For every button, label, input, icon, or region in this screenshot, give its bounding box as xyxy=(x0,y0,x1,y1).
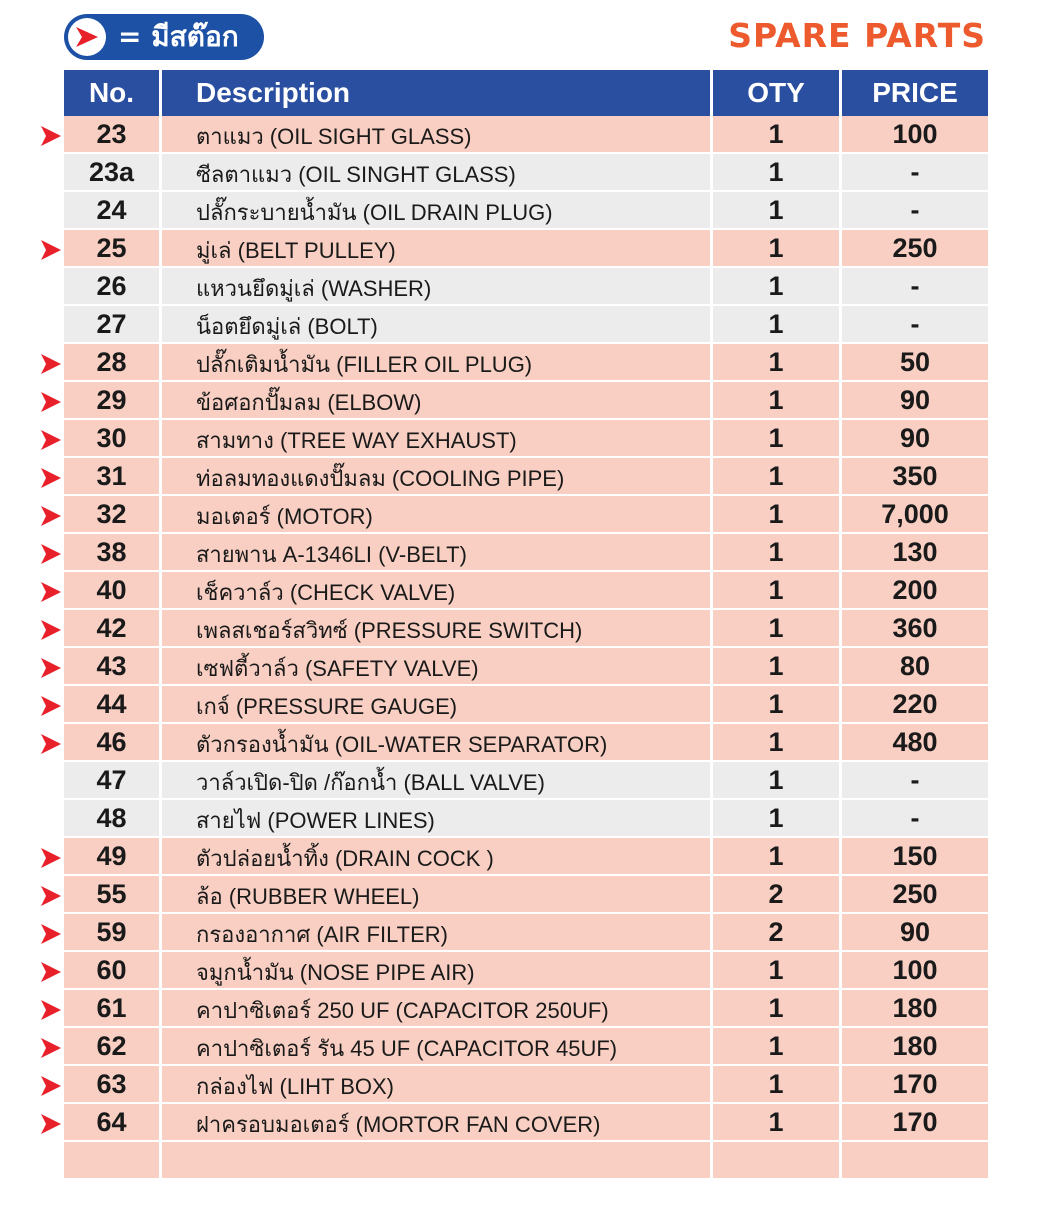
in-stock-arrow-icon xyxy=(40,923,62,945)
legend-label: = มีสต๊อก xyxy=(118,20,239,53)
table-row xyxy=(64,838,988,876)
table-row xyxy=(64,420,988,458)
cell-no: 60 xyxy=(64,952,159,990)
table-row xyxy=(64,876,988,914)
in-stock-arrow-icon xyxy=(40,657,62,679)
cell-price: 350 xyxy=(842,458,988,496)
table-row xyxy=(64,1066,988,1104)
in-stock-arrow-icon xyxy=(40,353,62,375)
cell-no: 48 xyxy=(64,800,159,838)
cell-qty: 1 xyxy=(713,800,839,838)
cell-price: - xyxy=(842,268,988,306)
cell-price: 150 xyxy=(842,838,988,876)
table-row-empty xyxy=(64,1142,988,1180)
page-title: SPARE PARTS xyxy=(728,16,986,55)
cell-no: 30 xyxy=(64,420,159,458)
red-arrow-icon xyxy=(68,18,106,56)
table-row xyxy=(64,268,988,306)
table-row xyxy=(64,116,988,154)
cell-price: 90 xyxy=(842,914,988,952)
in-stock-arrow-icon xyxy=(40,429,62,451)
cell-qty: 1 xyxy=(713,1066,839,1104)
cell-qty: 1 xyxy=(713,154,839,192)
in-stock-arrow-icon xyxy=(40,581,62,603)
cell-price: 170 xyxy=(842,1104,988,1142)
cell-qty: 1 xyxy=(713,648,839,686)
cell-qty: 1 xyxy=(713,572,839,610)
cell-price: 80 xyxy=(842,648,988,686)
cell-description: ล้อ (RUBBER WHEEL) xyxy=(162,876,710,914)
cell-price: 130 xyxy=(842,534,988,572)
cell-description: สายพาน A-1346LI (V-BELT) xyxy=(162,534,710,572)
cell-qty: 1 xyxy=(713,952,839,990)
cell-price: 360 xyxy=(842,610,988,648)
cell-description: แหวนยึดมู่เล่ (WASHER) xyxy=(162,268,710,306)
cell-no: 23 xyxy=(64,116,159,154)
cell-no: 24 xyxy=(64,192,159,230)
table-row xyxy=(64,686,988,724)
table-row xyxy=(64,382,988,420)
table-row xyxy=(64,1028,988,1066)
in-stock-arrow-icon xyxy=(40,467,62,489)
table-row xyxy=(64,914,988,952)
cell-qty: 1 xyxy=(713,534,839,572)
cell-qty: 1 xyxy=(713,420,839,458)
cell-description: กรองอากาศ (AIR FILTER) xyxy=(162,914,710,952)
cell-no: 27 xyxy=(64,306,159,344)
cell-no: 26 xyxy=(64,268,159,306)
cell-price: 480 xyxy=(842,724,988,762)
table-row xyxy=(64,572,988,610)
cell-description: จมูกน้ำมัน (NOSE PIPE AIR) xyxy=(162,952,710,990)
in-stock-arrow-icon xyxy=(40,619,62,641)
cell-description: กล่องไฟ (LIHT BOX) xyxy=(162,1066,710,1104)
cell-qty: 1 xyxy=(713,1028,839,1066)
cell-description: ตัวปล่อยน้ำทิ้ง (DRAIN COCK ) xyxy=(162,838,710,876)
empty-cell xyxy=(162,1142,710,1180)
table-row xyxy=(64,610,988,648)
cell-price: - xyxy=(842,154,988,192)
in-stock-arrow-icon xyxy=(40,1037,62,1059)
cell-description: เช็ควาล์ว (CHECK VALVE) xyxy=(162,572,710,610)
in-stock-arrow-icon xyxy=(40,125,62,147)
cell-no: 59 xyxy=(64,914,159,952)
cell-no: 28 xyxy=(64,344,159,382)
cell-price: 90 xyxy=(842,382,988,420)
in-stock-arrow-icon xyxy=(40,391,62,413)
cell-qty: 1 xyxy=(713,1104,839,1142)
cell-qty: 1 xyxy=(713,192,839,230)
cell-description: ข้อศอกปั๊มลม (ELBOW) xyxy=(162,382,710,420)
cell-description: สามทาง (TREE WAY EXHAUST) xyxy=(162,420,710,458)
table-row xyxy=(64,724,988,762)
cell-price: 90 xyxy=(842,420,988,458)
table-row xyxy=(64,496,988,534)
table-header xyxy=(64,70,988,116)
in-stock-arrow-icon xyxy=(40,1075,62,1097)
in-stock-arrow-icon xyxy=(40,885,62,907)
cell-qty: 1 xyxy=(713,458,839,496)
cell-qty: 1 xyxy=(713,306,839,344)
cell-no: 31 xyxy=(64,458,159,496)
cell-price: 200 xyxy=(842,572,988,610)
cell-qty: 1 xyxy=(713,724,839,762)
cell-price: 220 xyxy=(842,686,988,724)
cell-description: คาปาซิเตอร์ รัน 45 UF (CAPACITOR 45UF) xyxy=(162,1028,710,1066)
cell-qty: 1 xyxy=(713,762,839,800)
cell-price: - xyxy=(842,306,988,344)
empty-cell xyxy=(713,1142,839,1180)
cell-price: - xyxy=(842,762,988,800)
cell-qty: 1 xyxy=(713,230,839,268)
table-row xyxy=(64,648,988,686)
cell-price: 180 xyxy=(842,1028,988,1066)
cell-no: 25 xyxy=(64,230,159,268)
cell-description: มู่เล่ (BELT PULLEY) xyxy=(162,230,710,268)
cell-no: 29 xyxy=(64,382,159,420)
cell-description: ฝาครอบมอเตอร์ (MORTOR FAN COVER) xyxy=(162,1104,710,1142)
cell-no: 55 xyxy=(64,876,159,914)
cell-no: 47 xyxy=(64,762,159,800)
table-row xyxy=(64,952,988,990)
table-row xyxy=(64,1104,988,1142)
cell-price: 180 xyxy=(842,990,988,1028)
cell-price: 50 xyxy=(842,344,988,382)
empty-cell xyxy=(842,1142,988,1180)
cell-no: 43 xyxy=(64,648,159,686)
in-stock-arrow-icon xyxy=(40,733,62,755)
table-row xyxy=(64,762,988,800)
cell-no: 32 xyxy=(64,496,159,534)
in-stock-arrow-icon xyxy=(40,505,62,527)
in-stock-arrow-icon xyxy=(40,999,62,1021)
cell-qty: 1 xyxy=(713,686,839,724)
cell-price: 170 xyxy=(842,1066,988,1104)
cell-no: 40 xyxy=(64,572,159,610)
cell-qty: 1 xyxy=(713,344,839,382)
table-row xyxy=(64,458,988,496)
cell-no: 23a xyxy=(64,154,159,192)
cell-qty: 1 xyxy=(713,116,839,154)
in-stock-arrow-icon xyxy=(40,961,62,983)
cell-description: เพลสเชอร์สวิทซ์ (PRESSURE SWITCH) xyxy=(162,610,710,648)
in-stock-arrow-icon xyxy=(40,239,62,261)
cell-description: ท่อลมทองแดงปั๊มลม (COOLING PIPE) xyxy=(162,458,710,496)
table-row xyxy=(64,154,988,192)
in-stock-arrow-icon xyxy=(40,847,62,869)
cell-description: มอเตอร์ (MOTOR) xyxy=(162,496,710,534)
cell-description: ปลั๊กเติมน้ำมัน (FILLER OIL PLUG) xyxy=(162,344,710,382)
cell-no: 63 xyxy=(64,1066,159,1104)
in-stock-arrow-icon xyxy=(40,1113,62,1135)
cell-price: 100 xyxy=(842,952,988,990)
cell-qty: 1 xyxy=(713,990,839,1028)
cell-no: 64 xyxy=(64,1104,159,1142)
cell-price: - xyxy=(842,800,988,838)
table-row xyxy=(64,306,988,344)
cell-price: - xyxy=(842,192,988,230)
cell-no: 44 xyxy=(64,686,159,724)
cell-no: 46 xyxy=(64,724,159,762)
cell-description: สายไฟ (POWER LINES) xyxy=(162,800,710,838)
cell-price: 250 xyxy=(842,876,988,914)
cell-description: ตัวกรองน้ำมัน (OIL-WATER SEPARATOR) xyxy=(162,724,710,762)
cell-qty: 1 xyxy=(713,838,839,876)
column-header-description: Description xyxy=(162,70,710,116)
column-header-price: PRICE xyxy=(842,70,988,116)
cell-description: ปลั๊กระบายน้ำมัน (OIL DRAIN PLUG) xyxy=(162,192,710,230)
cell-no: 61 xyxy=(64,990,159,1028)
table-row xyxy=(64,534,988,572)
cell-qty: 1 xyxy=(713,382,839,420)
cell-description: คาปาซิเตอร์ 250 UF (CAPACITOR 250UF) xyxy=(162,990,710,1028)
table-row xyxy=(64,230,988,268)
column-header-no: No. xyxy=(64,70,159,116)
cell-description: วาล์วเปิด-ปิด /ก๊อกน้ำ (BALL VALVE) xyxy=(162,762,710,800)
table-row xyxy=(64,344,988,382)
cell-qty: 2 xyxy=(713,914,839,952)
cell-qty: 1 xyxy=(713,610,839,648)
cell-no: 62 xyxy=(64,1028,159,1066)
cell-description: ตาแมว (OIL SIGHT GLASS) xyxy=(162,116,710,154)
cell-price: 250 xyxy=(842,230,988,268)
in-stock-arrow-icon xyxy=(40,543,62,565)
cell-qty: 2 xyxy=(713,876,839,914)
table-row xyxy=(64,990,988,1028)
empty-cell xyxy=(64,1142,159,1180)
cell-description: ซีลตาแมว (OIL SINGHT GLASS) xyxy=(162,154,710,192)
cell-price: 100 xyxy=(842,116,988,154)
cell-qty: 1 xyxy=(713,268,839,306)
column-header-qty: OTY xyxy=(713,70,839,116)
cell-description: น็อตยึดมู่เล่ (BOLT) xyxy=(162,306,710,344)
spare-parts-table xyxy=(64,70,988,1180)
cell-description: เกจ์ (PRESSURE GAUGE) xyxy=(162,686,710,724)
cell-no: 38 xyxy=(64,534,159,572)
table-row xyxy=(64,800,988,838)
stock-legend xyxy=(64,14,264,60)
cell-no: 49 xyxy=(64,838,159,876)
cell-description: เซฟตี้วาล์ว (SAFETY VALVE) xyxy=(162,648,710,686)
in-stock-arrow-icon xyxy=(40,695,62,717)
cell-no: 42 xyxy=(64,610,159,648)
cell-price: 7,000 xyxy=(842,496,988,534)
cell-qty: 1 xyxy=(713,496,839,534)
table-row xyxy=(64,192,988,230)
